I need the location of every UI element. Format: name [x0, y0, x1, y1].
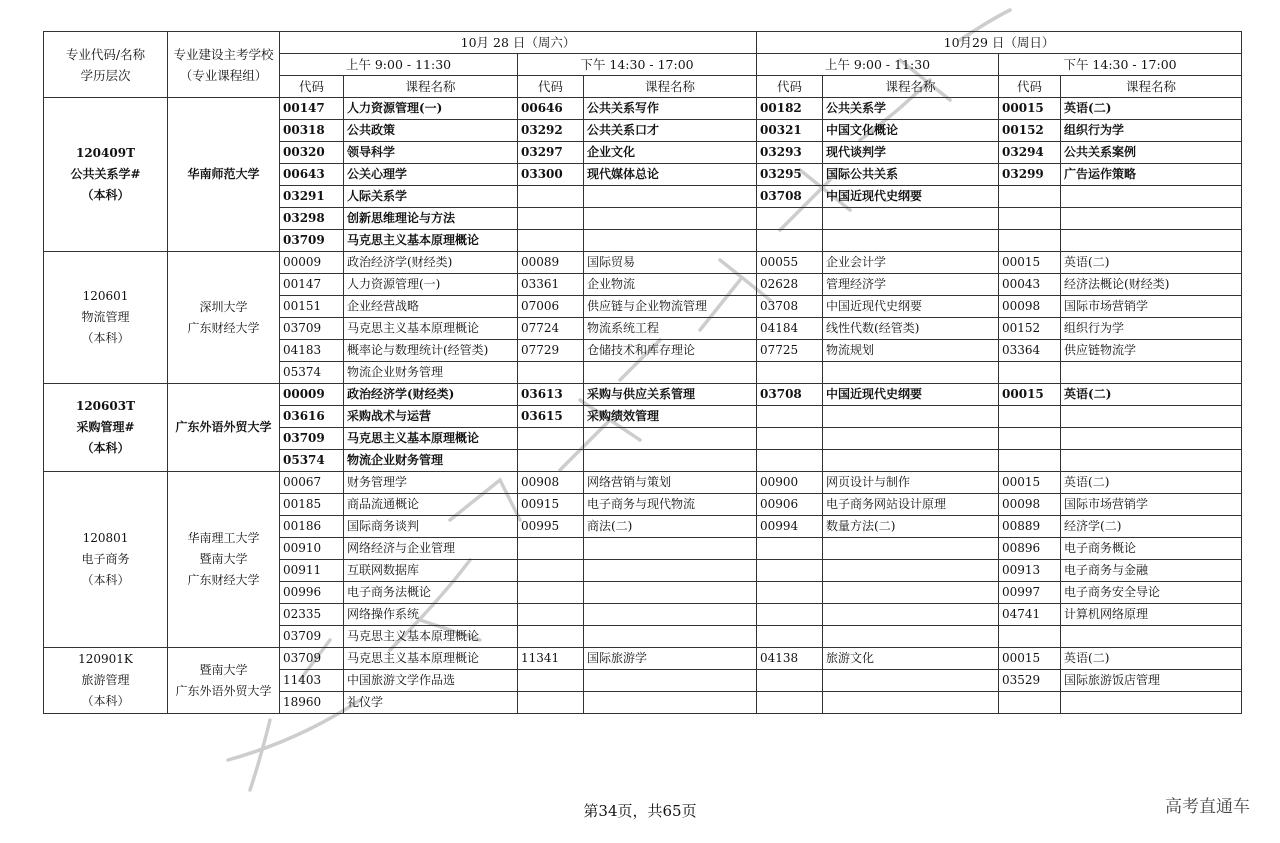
- course-code-cell: 03708: [757, 384, 823, 406]
- major-line: （本科）: [81, 573, 130, 587]
- course-code-cell: 00913: [999, 560, 1061, 582]
- course-name-cell: 英语(二): [1061, 98, 1242, 120]
- course-name-cell: 电子商务网站设计原理: [823, 494, 999, 516]
- course-name-cell: [584, 538, 757, 560]
- course-name-cell: 互联网数据库: [344, 560, 518, 582]
- course-name-cell: [823, 582, 999, 604]
- course-name-cell: 英语(二): [1061, 384, 1242, 406]
- course-code-cell: 00055: [757, 252, 823, 274]
- course-code-cell: [518, 230, 584, 252]
- header-code: 代码: [280, 76, 344, 98]
- course-name-cell: 中国近现代史纲要: [823, 296, 999, 318]
- major-line: 120601: [82, 289, 129, 303]
- course-name-cell: 数量方法(二): [823, 516, 999, 538]
- course-name-cell: [584, 626, 757, 648]
- course-code-cell: 00908: [518, 472, 584, 494]
- course-code-cell: 00015: [999, 472, 1061, 494]
- course-code-cell: 00015: [999, 648, 1061, 670]
- course-code-cell: 07724: [518, 318, 584, 340]
- header-course: 课程名称: [584, 76, 757, 98]
- course-name-cell: 领导科学: [344, 142, 518, 164]
- course-code-cell: [999, 626, 1061, 648]
- header-day1-am: 上午 9:00 - 11:30: [280, 54, 518, 76]
- brand-label: 高考直通车: [1165, 797, 1250, 817]
- course-code-cell: [757, 230, 823, 252]
- course-code-cell: 00321: [757, 120, 823, 142]
- course-name-cell: 现代谈判学: [823, 142, 999, 164]
- course-name-cell: 马克思主义基本原理概论: [344, 318, 518, 340]
- major-line: （本科）: [81, 331, 130, 345]
- course-name-cell: [584, 230, 757, 252]
- header-day1-pm: 下午 14:30 - 17:00: [518, 54, 757, 76]
- course-name-cell: [584, 186, 757, 208]
- course-code-cell: 00147: [280, 98, 344, 120]
- header-day1: 10月 28 日（周六）: [280, 32, 757, 54]
- course-code-cell: 03709: [280, 318, 344, 340]
- course-code-cell: 02335: [280, 604, 344, 626]
- course-name-cell: 国际旅游学: [584, 648, 757, 670]
- course-code-cell: [757, 362, 823, 384]
- course-code-cell: [757, 208, 823, 230]
- header-course: 课程名称: [344, 76, 518, 98]
- course-code-cell: [518, 362, 584, 384]
- school-line: 广东外语外贸大学: [175, 683, 272, 698]
- course-code-cell: [518, 692, 584, 714]
- course-code-cell: [518, 186, 584, 208]
- course-name-cell: [584, 450, 757, 472]
- school-line: 华南师范大学: [187, 167, 260, 181]
- course-name-cell: 公共政策: [344, 120, 518, 142]
- course-name-cell: 人力资源管理(一): [344, 274, 518, 296]
- course-name-cell: [823, 208, 999, 230]
- course-name-cell: 商法(二): [584, 516, 757, 538]
- course-code-cell: 00098: [999, 494, 1061, 516]
- course-code-cell: 00015: [999, 252, 1061, 274]
- course-name-cell: 采购与供应关系管理: [584, 384, 757, 406]
- header-day2-am: 上午 9:00 - 11:30: [757, 54, 999, 76]
- table-row: [44, 252, 1242, 274]
- course-code-cell: 00915: [518, 494, 584, 516]
- course-name-cell: 创新思维理论与方法: [344, 208, 518, 230]
- major-line: （本科）: [81, 694, 130, 708]
- course-name-cell: 国际贸易: [584, 252, 757, 274]
- course-code-cell: [999, 208, 1061, 230]
- course-code-cell: 05374: [280, 450, 344, 472]
- major-cell: [44, 384, 168, 472]
- course-code-cell: 03292: [518, 120, 584, 142]
- course-name-cell: 广告运作策略: [1061, 164, 1242, 186]
- course-name-cell: 物流企业财务管理: [344, 362, 518, 384]
- course-code-cell: 00643: [280, 164, 344, 186]
- course-code-cell: 03709: [280, 626, 344, 648]
- header-major: 专业代码/名称 学历层次: [44, 32, 168, 98]
- school-line: 广东财经大学: [187, 573, 260, 587]
- course-name-cell: 电子商务概论: [1061, 538, 1242, 560]
- course-name-cell: 仓储技术和库存理论: [584, 340, 757, 362]
- course-name-cell: 组织行为学: [1061, 120, 1242, 142]
- course-name-cell: [584, 560, 757, 582]
- course-name-cell: 采购战术与运营: [344, 406, 518, 428]
- course-code-cell: 00147: [280, 274, 344, 296]
- major-line: 公共关系学#: [70, 167, 141, 181]
- course-code-cell: 03615: [518, 406, 584, 428]
- course-code-cell: 03364: [999, 340, 1061, 362]
- course-code-cell: 07725: [757, 340, 823, 362]
- course-name-cell: 公共关系口才: [584, 120, 757, 142]
- course-name-cell: [1061, 692, 1242, 714]
- course-name-cell: [584, 670, 757, 692]
- course-name-cell: 网络营销与策划: [584, 472, 757, 494]
- course-code-cell: 11403: [280, 670, 344, 692]
- course-name-cell: 企业文化: [584, 142, 757, 164]
- course-name-cell: 马克思主义基本原理概论: [344, 648, 518, 670]
- course-name-cell: [823, 362, 999, 384]
- course-code-cell: [518, 604, 584, 626]
- course-name-cell: [1061, 406, 1242, 428]
- course-code-cell: [757, 670, 823, 692]
- major-line: （本科）: [81, 188, 130, 202]
- course-code-cell: 04183: [280, 340, 344, 362]
- major-line: 电子商务: [81, 552, 130, 566]
- major-cell: [44, 472, 168, 648]
- course-name-cell: [823, 692, 999, 714]
- course-code-cell: 00089: [518, 252, 584, 274]
- course-code-cell: [757, 450, 823, 472]
- major-line: 120801: [82, 531, 129, 545]
- course-name-cell: 经济法概论(财经类): [1061, 274, 1242, 296]
- course-code-cell: 03299: [999, 164, 1061, 186]
- course-name-cell: 公共关系案例: [1061, 142, 1242, 164]
- course-code-cell: [999, 362, 1061, 384]
- course-name-cell: 采购绩效管理: [584, 406, 757, 428]
- course-name-cell: 网页设计与制作: [823, 472, 999, 494]
- course-name-cell: 商品流通概论: [344, 494, 518, 516]
- course-code-cell: [757, 604, 823, 626]
- school-cell: [168, 252, 280, 384]
- course-code-cell: 00015: [999, 384, 1061, 406]
- course-name-cell: 网络操作系统: [344, 604, 518, 626]
- course-name-cell: 英语(二): [1061, 472, 1242, 494]
- course-code-cell: [999, 406, 1061, 428]
- course-name-cell: 组织行为学: [1061, 318, 1242, 340]
- course-code-cell: [518, 538, 584, 560]
- school-line: 暨南大学: [199, 552, 248, 566]
- course-name-cell: [584, 428, 757, 450]
- course-code-cell: 03295: [757, 164, 823, 186]
- course-name-cell: 现代媒体总论: [584, 164, 757, 186]
- course-code-cell: 03298: [280, 208, 344, 230]
- course-code-cell: 00900: [757, 472, 823, 494]
- course-name-cell: [823, 230, 999, 252]
- course-code-cell: 03291: [280, 186, 344, 208]
- course-code-cell: 00910: [280, 538, 344, 560]
- course-name-cell: [823, 604, 999, 626]
- course-name-cell: 企业经营战略: [344, 296, 518, 318]
- course-name-cell: 政治经济学(财经类): [344, 384, 518, 406]
- school-cell: [168, 98, 280, 252]
- course-code-cell: [999, 186, 1061, 208]
- header-day2: 10月29 日（周日）: [757, 32, 1242, 54]
- course-code-cell: 00896: [999, 538, 1061, 560]
- course-code-cell: [757, 538, 823, 560]
- course-name-cell: 国际市场营销学: [1061, 494, 1242, 516]
- course-name-cell: 供应链与企业物流管理: [584, 296, 757, 318]
- course-name-cell: [584, 604, 757, 626]
- school-cell: [168, 384, 280, 472]
- course-code-cell: 03708: [757, 186, 823, 208]
- course-code-cell: [999, 230, 1061, 252]
- course-name-cell: 供应链物流学: [1061, 340, 1242, 362]
- course-name-cell: [823, 560, 999, 582]
- course-code-cell: [518, 428, 584, 450]
- major-line: 120901K: [78, 652, 133, 666]
- course-name-cell: 物流系统工程: [584, 318, 757, 340]
- course-code-cell: 00646: [518, 98, 584, 120]
- major-cell: [44, 98, 168, 252]
- school-cell: [168, 472, 280, 648]
- course-name-cell: 国际商务谈判: [344, 516, 518, 538]
- course-code-cell: 04184: [757, 318, 823, 340]
- course-code-cell: [518, 560, 584, 582]
- course-name-cell: [1061, 230, 1242, 252]
- course-name-cell: 财务管理学: [344, 472, 518, 494]
- course-name-cell: 中国近现代史纲要: [823, 186, 999, 208]
- major-cell: [44, 648, 168, 714]
- course-name-cell: 英语(二): [1061, 648, 1242, 670]
- course-name-cell: 概率论与数理统计(经管类): [344, 340, 518, 362]
- course-code-cell: [757, 406, 823, 428]
- course-name-cell: [584, 582, 757, 604]
- course-code-cell: [757, 626, 823, 648]
- course-name-cell: 英语(二): [1061, 252, 1242, 274]
- course-code-cell: 00152: [999, 120, 1061, 142]
- major-cell: [44, 252, 168, 384]
- schedule-body: [44, 98, 1242, 714]
- course-code-cell: 03613: [518, 384, 584, 406]
- course-code-cell: 00906: [757, 494, 823, 516]
- course-code-cell: 00009: [280, 252, 344, 274]
- school-line: 暨南大学: [199, 662, 248, 677]
- course-code-cell: 02628: [757, 274, 823, 296]
- course-code-cell: 00318: [280, 120, 344, 142]
- course-name-cell: [823, 626, 999, 648]
- course-code-cell: 00995: [518, 516, 584, 538]
- course-name-cell: 经济学(二): [1061, 516, 1242, 538]
- course-code-cell: 03529: [999, 670, 1061, 692]
- school-line: 广东外语外贸大学: [175, 420, 272, 434]
- course-code-cell: [757, 428, 823, 450]
- course-name-cell: [823, 450, 999, 472]
- course-code-cell: 00996: [280, 582, 344, 604]
- course-code-cell: 00098: [999, 296, 1061, 318]
- course-name-cell: [1061, 362, 1242, 384]
- course-name-cell: [823, 428, 999, 450]
- course-code-cell: [518, 208, 584, 230]
- course-code-cell: 07006: [518, 296, 584, 318]
- course-name-cell: 国际公共关系: [823, 164, 999, 186]
- major-line: 120409T: [75, 146, 136, 160]
- course-name-cell: [584, 208, 757, 230]
- course-code-cell: 03297: [518, 142, 584, 164]
- course-code-cell: 00185: [280, 494, 344, 516]
- course-name-cell: 礼仪学: [344, 692, 518, 714]
- course-name-cell: 企业会计学: [823, 252, 999, 274]
- course-name-cell: 物流企业财务管理: [344, 450, 518, 472]
- header-course: 课程名称: [823, 76, 999, 98]
- course-code-cell: 00067: [280, 472, 344, 494]
- course-name-cell: 马克思主义基本原理概论: [344, 626, 518, 648]
- page-number: 第34页，共65页: [583, 802, 697, 820]
- course-name-cell: 国际旅游饭店管理: [1061, 670, 1242, 692]
- course-name-cell: [1061, 450, 1242, 472]
- table-row: [44, 648, 1242, 670]
- course-code-cell: 03300: [518, 164, 584, 186]
- course-name-cell: 网络经济与企业管理: [344, 538, 518, 560]
- course-name-cell: [1061, 186, 1242, 208]
- course-name-cell: 电子商务安全导论: [1061, 582, 1242, 604]
- course-code-cell: 03294: [999, 142, 1061, 164]
- course-name-cell: 公关心理学: [344, 164, 518, 186]
- course-name-cell: 中国近现代史纲要: [823, 384, 999, 406]
- table-row: [44, 98, 1242, 120]
- course-name-cell: [584, 692, 757, 714]
- course-code-cell: 05374: [280, 362, 344, 384]
- school-cell: [168, 648, 280, 714]
- course-code-cell: 00151: [280, 296, 344, 318]
- course-code-cell: 03708: [757, 296, 823, 318]
- course-code-cell: [999, 692, 1061, 714]
- header-code: 代码: [757, 76, 823, 98]
- course-name-cell: 中国文化概论: [823, 120, 999, 142]
- course-code-cell: 00994: [757, 516, 823, 538]
- course-name-cell: 电子商务与现代物流: [584, 494, 757, 516]
- course-code-cell: 07729: [518, 340, 584, 362]
- header-code: 代码: [999, 76, 1061, 98]
- major-line: 旅游管理: [81, 673, 130, 687]
- school-line: 华南理工大学: [187, 531, 260, 545]
- course-name-cell: 管理经济学: [823, 274, 999, 296]
- table-row: [44, 472, 1242, 494]
- course-code-cell: 00911: [280, 560, 344, 582]
- course-name-cell: [584, 362, 757, 384]
- course-name-cell: [823, 538, 999, 560]
- course-code-cell: 00015: [999, 98, 1061, 120]
- course-code-cell: 00182: [757, 98, 823, 120]
- course-code-cell: [518, 582, 584, 604]
- course-code-cell: 03709: [280, 648, 344, 670]
- course-name-cell: 电子商务法概论: [344, 582, 518, 604]
- table-row: [44, 384, 1242, 406]
- major-line: 物流管理: [81, 310, 130, 324]
- course-name-cell: 政治经济学(财经类): [344, 252, 518, 274]
- course-name-cell: 物流规划: [823, 340, 999, 362]
- course-code-cell: 04741: [999, 604, 1061, 626]
- header-day2-pm: 下午 14:30 - 17:00: [999, 54, 1242, 76]
- course-name-cell: 马克思主义基本原理概论: [344, 230, 518, 252]
- course-code-cell: [999, 428, 1061, 450]
- course-code-cell: [757, 692, 823, 714]
- course-name-cell: 人际关系学: [344, 186, 518, 208]
- course-name-cell: 国际市场营销学: [1061, 296, 1242, 318]
- course-code-cell: [999, 450, 1061, 472]
- course-code-cell: 00889: [999, 516, 1061, 538]
- course-name-cell: 马克思主义基本原理概论: [344, 428, 518, 450]
- course-name-cell: 公共关系写作: [584, 98, 757, 120]
- major-line: 采购管理#: [76, 420, 135, 434]
- header-course: 课程名称: [1061, 76, 1242, 98]
- course-code-cell: 18960: [280, 692, 344, 714]
- course-code-cell: [757, 560, 823, 582]
- course-name-cell: [1061, 428, 1242, 450]
- course-name-cell: 线性代数(经管类): [823, 318, 999, 340]
- course-name-cell: 人力资源管理(一): [344, 98, 518, 120]
- course-name-cell: 企业物流: [584, 274, 757, 296]
- course-name-cell: 计算机网络原理: [1061, 604, 1242, 626]
- header-school: 专业建设主考学校 （专业课程组）: [168, 32, 280, 98]
- course-code-cell: 00320: [280, 142, 344, 164]
- course-code-cell: 03709: [280, 230, 344, 252]
- school-line: 深圳大学: [199, 299, 248, 314]
- course-name-cell: 电子商务与金融: [1061, 560, 1242, 582]
- course-code-cell: 11341: [518, 648, 584, 670]
- course-code-cell: 00997: [999, 582, 1061, 604]
- course-name-cell: 旅游文化: [823, 648, 999, 670]
- school-line: 广东财经大学: [187, 320, 260, 335]
- course-name-cell: [823, 670, 999, 692]
- course-code-cell: 03293: [757, 142, 823, 164]
- course-name-cell: 公共关系学: [823, 98, 999, 120]
- course-code-cell: 04138: [757, 648, 823, 670]
- course-code-cell: 00152: [999, 318, 1061, 340]
- course-code-cell: [518, 626, 584, 648]
- header-code: 代码: [518, 76, 584, 98]
- course-name-cell: 中国旅游文学作品选: [344, 670, 518, 692]
- course-name-cell: [1061, 626, 1242, 648]
- course-code-cell: 00009: [280, 384, 344, 406]
- course-code-cell: 00043: [999, 274, 1061, 296]
- exam-schedule-table: [43, 31, 1242, 714]
- course-code-cell: [518, 450, 584, 472]
- course-code-cell: 03616: [280, 406, 344, 428]
- course-code-cell: [518, 670, 584, 692]
- course-code-cell: 00186: [280, 516, 344, 538]
- course-code-cell: 03709: [280, 428, 344, 450]
- course-name-cell: [823, 406, 999, 428]
- major-line: （本科）: [81, 441, 130, 455]
- major-line: 120603T: [75, 399, 136, 413]
- course-name-cell: [1061, 208, 1242, 230]
- course-code-cell: 03361: [518, 274, 584, 296]
- course-code-cell: [757, 582, 823, 604]
